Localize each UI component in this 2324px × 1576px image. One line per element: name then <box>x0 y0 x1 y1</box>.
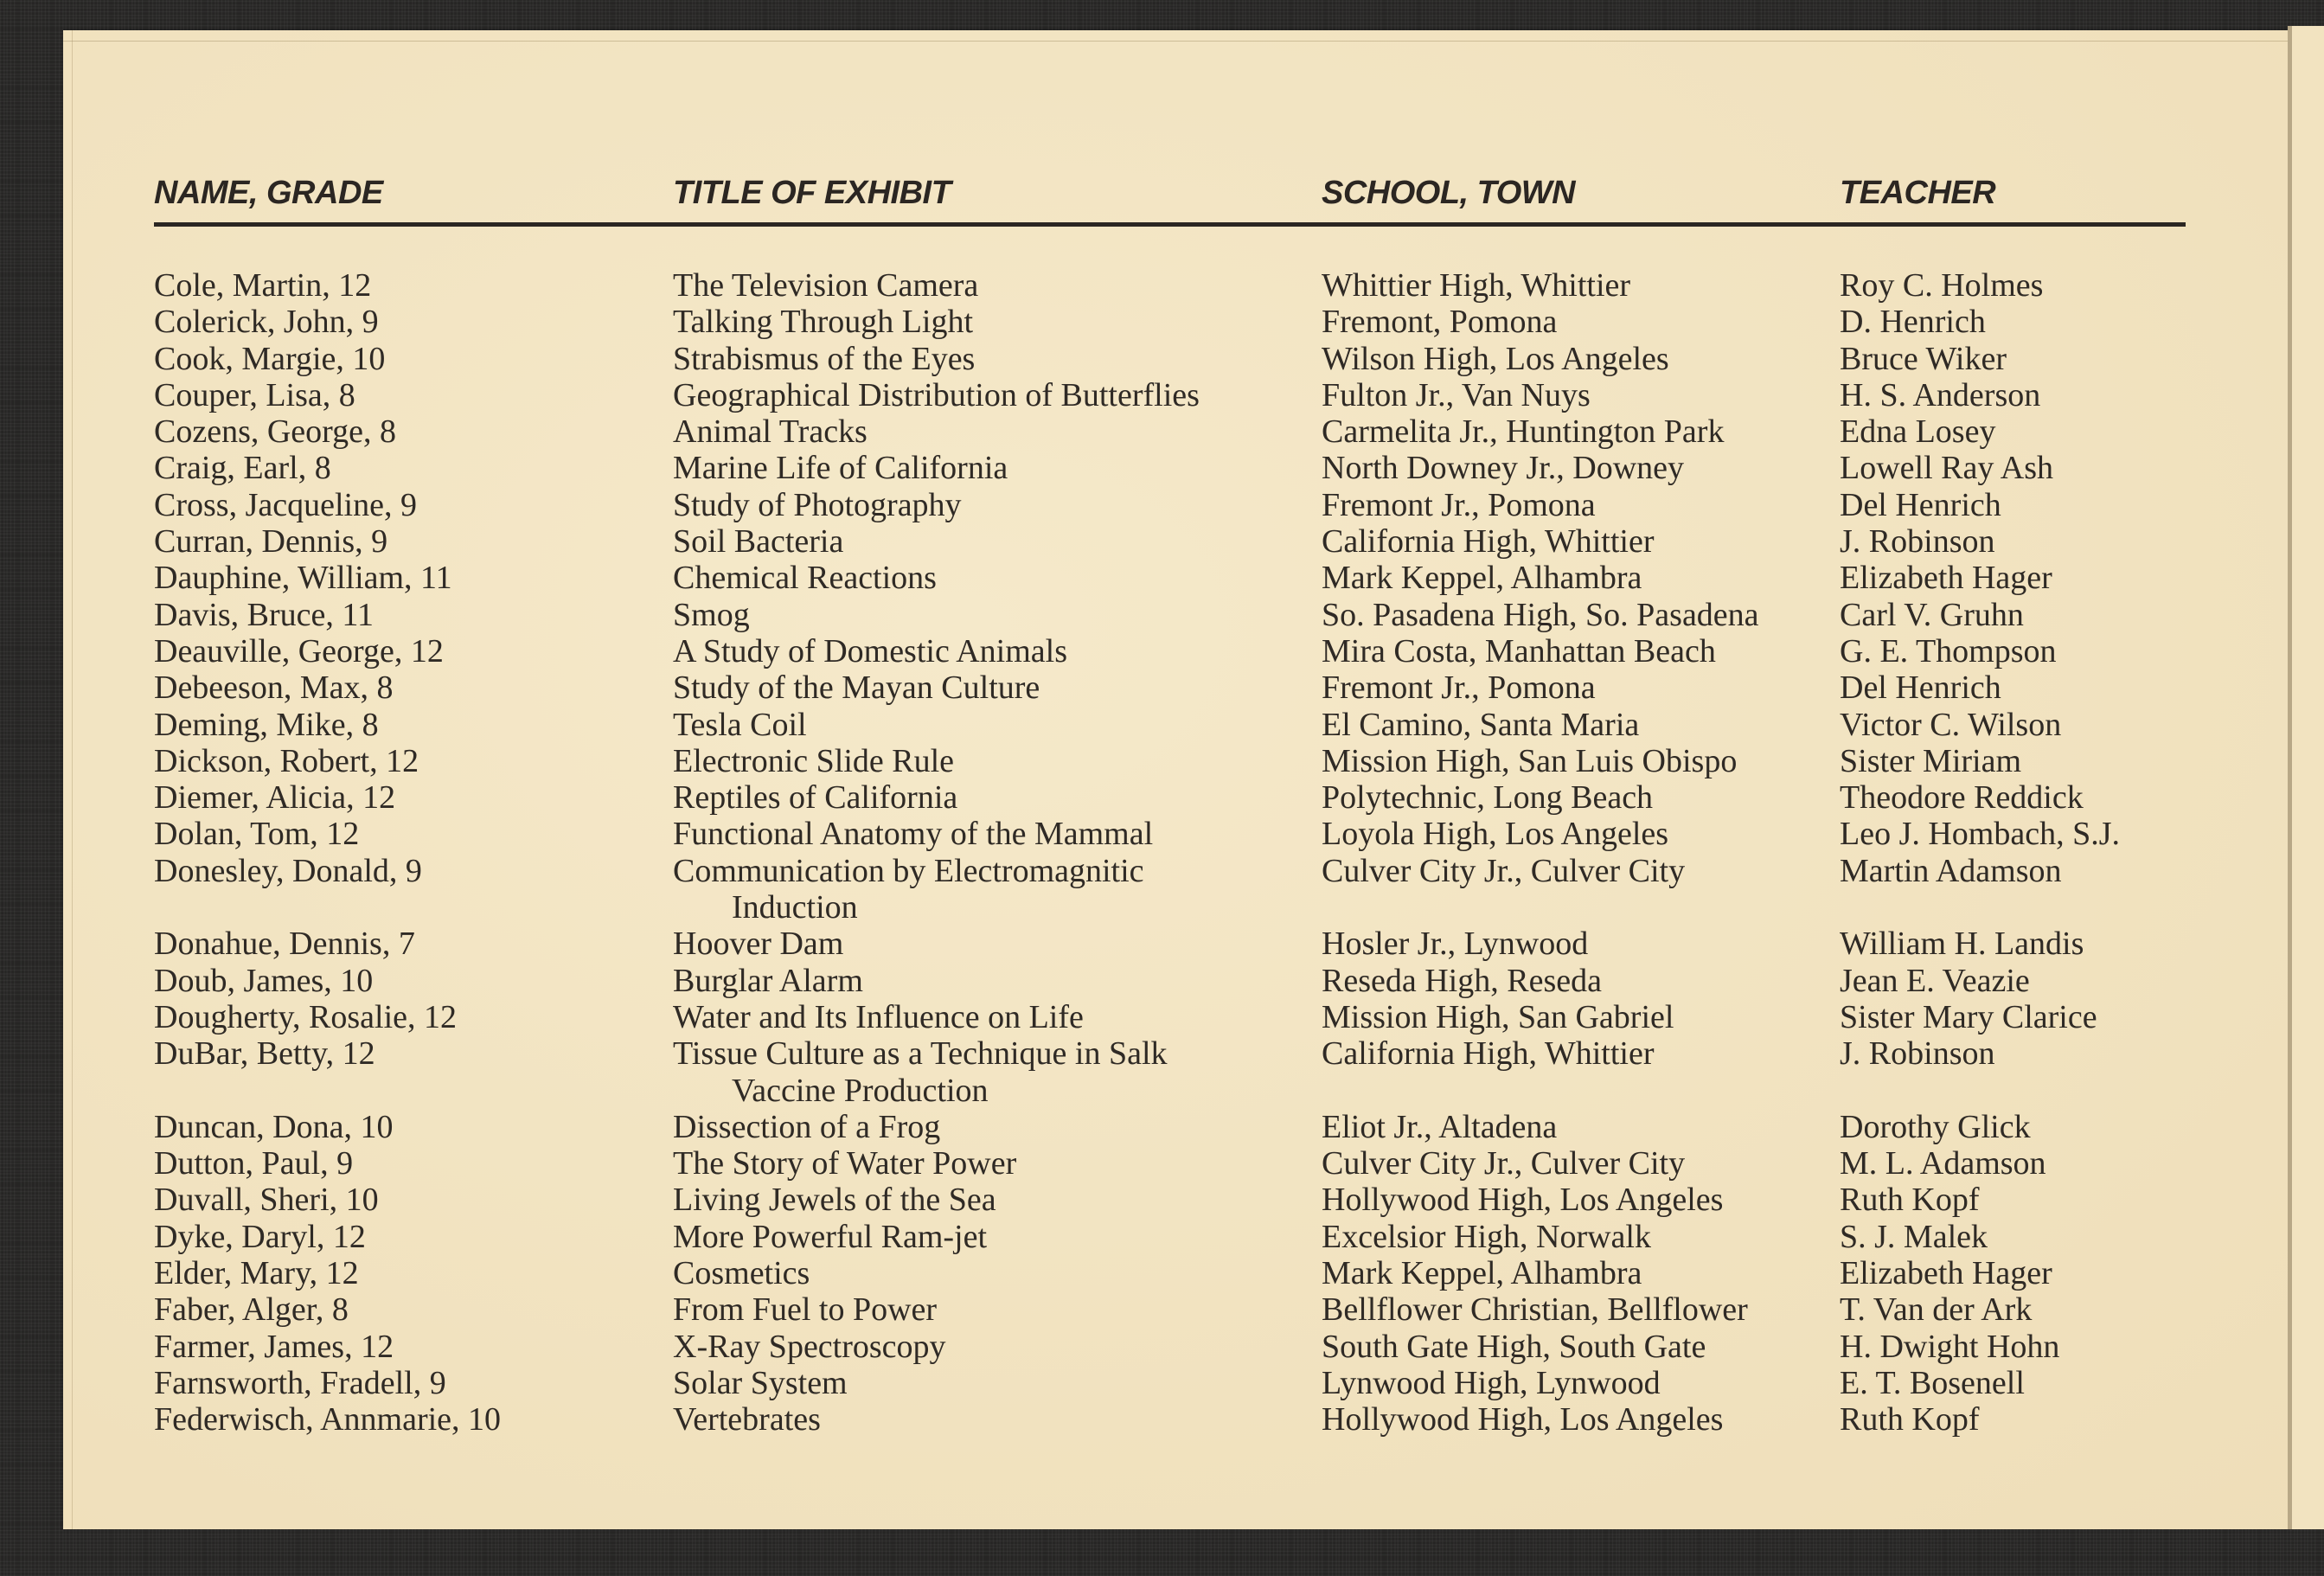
entry-school-town: Fremont, Pomona <box>1322 304 1558 341</box>
entry-exhibit-title: Geographical Distribution of Butterflies <box>673 376 1200 413</box>
entry-teacher: Carl V. Gruhn <box>1840 596 2024 633</box>
entry-name-grade: Diemer, Alicia, 12 <box>154 779 396 817</box>
entry-school-town: California High, Whittier <box>1322 1035 1655 1073</box>
entry-school-town: El Camino, Santa Maria <box>1322 706 1640 743</box>
entry-name-grade: Colerick, John, 9 <box>154 304 379 341</box>
entry-name-grade: Doub, James, 10 <box>154 962 374 999</box>
entry-name-grade: Donesley, Donald, 9 <box>154 852 422 889</box>
entry-exhibit-title: Vertebrates <box>673 1401 821 1438</box>
spacer-line <box>154 889 501 926</box>
entry-exhibit-title: Communication by Electromagnitic <box>673 852 1144 889</box>
entry-teacher: Victor C. Wilson <box>1840 706 2062 743</box>
entry-exhibit-title: Marine Life of California <box>673 450 1008 487</box>
entry-school-town: Carmelita Jr., Huntington Park <box>1322 413 1725 451</box>
entry-teacher: J. Robinson <box>1840 523 1995 561</box>
entry-exhibit-title: From Fuel to Power <box>673 1291 938 1329</box>
entry-exhibit-title: Solar System <box>673 1364 848 1401</box>
entry-teacher: D. Henrich <box>1840 304 1986 341</box>
entry-name-grade: Cole, Martin, 12 <box>154 267 372 304</box>
entry-teacher: M. L. Adamson <box>1840 1145 2046 1182</box>
entry-teacher: Ruth Kopf <box>1840 1182 1980 1219</box>
entry-exhibit-title: Living Jewels of the Sea <box>673 1182 996 1219</box>
entry-school-town: Loyola High, Los Angeles <box>1322 816 1669 853</box>
entry-teacher: J. Robinson <box>1840 1035 1995 1073</box>
header-rule <box>154 222 2186 227</box>
entry-exhibit-title: Study of Photography <box>673 486 962 523</box>
entry-school-town: Eliot Jr., Altadena <box>1322 1108 1558 1145</box>
entry-school-town: Culver City Jr., Culver City <box>1322 852 1686 889</box>
entry-teacher: Martin Adamson <box>1840 852 2062 889</box>
entry-name-grade: Couper, Lisa, 8 <box>154 376 355 413</box>
entry-teacher: Sister Miriam <box>1840 742 2022 779</box>
entry-name-grade: Dickson, Robert, 12 <box>154 742 419 779</box>
entry-school-town: North Downey Jr., Downey <box>1322 450 1685 487</box>
entry-teacher: Bruce Wiker <box>1840 340 2007 377</box>
facing-page-edge <box>2288 26 2324 1529</box>
entry-teacher: Dorothy Glick <box>1840 1108 2031 1145</box>
entry-exhibit-title: Animal Tracks <box>673 413 867 451</box>
entry-school-town: Mission High, San Luis Obispo <box>1322 742 1738 779</box>
header-teacher: TEACHER <box>1840 175 1996 211</box>
spacer-line <box>1322 1073 1759 1109</box>
entry-name-grade: Dauphine, William, 11 <box>154 560 452 597</box>
spacer-line <box>1840 1073 2120 1109</box>
entry-teacher: T. Van der Ark <box>1840 1291 2033 1329</box>
entry-school-town: Excelsior High, Norwalk <box>1322 1218 1651 1255</box>
entry-school-town: Fremont Jr., Pomona <box>1322 486 1596 523</box>
entry-exhibit-title-continued: Induction <box>732 889 858 926</box>
entry-school-town: Wilson High, Los Angeles <box>1322 340 1669 377</box>
entry-school-town: Reseda High, Reseda <box>1322 962 1602 999</box>
entry-school-town: Whittier High, Whittier <box>1322 267 1631 304</box>
entry-teacher: Sister Mary Clarice <box>1840 998 2097 1035</box>
entry-school-town: Fremont Jr., Pomona <box>1322 669 1596 707</box>
entry-name-grade: Dolan, Tom, 12 <box>154 816 360 853</box>
entry-school-town: Hollywood High, Los Angeles <box>1322 1401 1724 1438</box>
entry-teacher: Theodore Reddick <box>1840 779 2084 817</box>
page-stack-edge-top <box>63 30 2288 42</box>
entry-name-grade: DuBar, Betty, 12 <box>154 1035 375 1073</box>
entry-teacher: Del Henrich <box>1840 486 2001 523</box>
entry-exhibit-title: Burglar Alarm <box>673 962 863 999</box>
entry-teacher: Jean E. Veazie <box>1840 962 2030 999</box>
entry-name-grade: Dyke, Daryl, 12 <box>154 1218 366 1255</box>
entry-teacher: Lowell Ray Ash <box>1840 450 2053 487</box>
entry-exhibit-title: Water and Its Influence on Life <box>673 998 1084 1035</box>
entry-teacher: G. E. Thompson <box>1840 632 2057 669</box>
header-name-grade: NAME, GRADE <box>154 175 383 211</box>
spacer-line <box>154 1073 501 1109</box>
entry-name-grade: Deming, Mike, 8 <box>154 706 379 743</box>
entry-exhibit-title: Strabismus of the Eyes <box>673 340 976 377</box>
spacer-line <box>1840 889 2120 926</box>
entry-exhibit-title: X-Ray Spectroscopy <box>673 1328 946 1365</box>
entry-school-town: Fulton Jr., Van Nuys <box>1322 376 1591 413</box>
entry-school-town: Mark Keppel, Alhambra <box>1322 560 1642 597</box>
entry-exhibit-title: Cosmetics <box>673 1255 810 1292</box>
entry-name-grade: Duncan, Dona, 10 <box>154 1108 394 1145</box>
entry-teacher: H. Dwight Hohn <box>1840 1328 2060 1365</box>
entry-teacher: William H. Landis <box>1840 926 2084 963</box>
entry-exhibit-title: Electronic Slide Rule <box>673 742 955 779</box>
entry-name-grade: Elder, Mary, 12 <box>154 1255 359 1292</box>
column-name-grade <box>154 267 501 1438</box>
entry-school-town: Bellflower Christian, Bellflower <box>1322 1291 1748 1329</box>
entry-school-town: Polytechnic, Long Beach <box>1322 779 1654 817</box>
entry-school-town: Hollywood High, Los Angeles <box>1322 1182 1724 1219</box>
column-school-town <box>1322 267 1759 1438</box>
entry-school-town: Culver City Jr., Culver City <box>1322 1145 1686 1182</box>
entry-exhibit-title: Chemical Reactions <box>673 560 937 597</box>
entry-name-grade: Faber, Alger, 8 <box>154 1291 349 1329</box>
entry-name-grade: Federwisch, Annmarie, 10 <box>154 1401 502 1438</box>
column-title-of-exhibit <box>673 267 1200 1438</box>
entry-exhibit-title: Tesla Coil <box>673 706 807 743</box>
entry-exhibit-title: Smog <box>673 596 750 633</box>
entry-exhibit-title: Study of the Mayan Culture <box>673 669 1040 707</box>
entry-teacher: Edna Losey <box>1840 413 1996 451</box>
entry-teacher: Elizabeth Hager <box>1840 1255 2052 1292</box>
entry-name-grade: Dougherty, Rosalie, 12 <box>154 998 458 1035</box>
entry-school-town: California High, Whittier <box>1322 523 1655 561</box>
entry-school-town: So. Pasadena High, So. Pasadena <box>1322 596 1759 633</box>
entry-exhibit-title: A Study of Domestic Animals <box>673 632 1067 669</box>
entry-school-town: Mission High, San Gabriel <box>1322 998 1674 1035</box>
entry-name-grade: Cross, Jacqueline, 9 <box>154 486 417 523</box>
header-school-town: SCHOOL, TOWN <box>1322 175 1576 211</box>
header-title-of-exhibit: TITLE OF EXHIBIT <box>673 175 951 211</box>
entry-exhibit-title-continued: Vaccine Production <box>732 1072 989 1109</box>
entry-exhibit-title: More Powerful Ram-jet <box>673 1218 988 1255</box>
entry-exhibit-title: Functional Anatomy of the Mammal <box>673 816 1154 853</box>
entry-exhibit-title: Dissection of a Frog <box>673 1108 941 1145</box>
entry-name-grade: Curran, Dennis, 9 <box>154 523 388 561</box>
entry-exhibit-title: The Television Camera <box>673 267 979 304</box>
entry-teacher: E. T. Bosenell <box>1840 1364 2025 1401</box>
entry-exhibit-title: Soil Bacteria <box>673 523 844 561</box>
entry-name-grade: Debeeson, Max, 8 <box>154 669 394 707</box>
page-stack-edge-left <box>63 30 73 1529</box>
entry-exhibit-title: Talking Through Light <box>673 304 974 341</box>
entry-name-grade: Duvall, Sheri, 10 <box>154 1182 379 1219</box>
entry-name-grade: Donahue, Dennis, 7 <box>154 926 415 963</box>
entry-name-grade: Cook, Margie, 10 <box>154 340 386 377</box>
spacer-line <box>1322 889 1759 926</box>
entry-name-grade: Davis, Bruce, 11 <box>154 596 374 633</box>
entry-school-town: Hosler Jr., Lynwood <box>1322 926 1589 963</box>
entry-name-grade: Dutton, Paul, 9 <box>154 1145 354 1182</box>
entry-school-town: Lynwood High, Lynwood <box>1322 1364 1661 1401</box>
entry-school-town: Mark Keppel, Alhambra <box>1322 1255 1642 1292</box>
entry-name-grade: Cozens, George, 8 <box>154 413 397 451</box>
entry-exhibit-title: The Story of Water Power <box>673 1145 1017 1182</box>
entry-exhibit-title: Hoover Dam <box>673 926 844 963</box>
entry-name-grade: Deauville, George, 12 <box>154 632 444 669</box>
entry-teacher: Leo J. Hombach, S.J. <box>1840 816 2121 853</box>
entry-teacher: Elizabeth Hager <box>1840 560 2052 597</box>
entry-teacher: Ruth Kopf <box>1840 1401 1980 1438</box>
entry-teacher: Del Henrich <box>1840 669 2001 707</box>
entry-teacher: H. S. Anderson <box>1840 376 2041 413</box>
entry-name-grade: Farmer, James, 12 <box>154 1328 394 1365</box>
entry-teacher: S. J. Malek <box>1840 1218 1988 1255</box>
entry-name-grade: Craig, Earl, 8 <box>154 450 331 487</box>
column-teacher <box>1840 267 2120 1438</box>
entry-exhibit-title: Tissue Culture as a Technique in Salk <box>673 1035 1168 1073</box>
entry-exhibit-title: Reptiles of California <box>673 779 958 817</box>
entry-school-town: Mira Costa, Manhattan Beach <box>1322 632 1716 669</box>
entry-name-grade: Farnsworth, Fradell, 9 <box>154 1364 446 1401</box>
entry-school-town: South Gate High, South Gate <box>1322 1328 1706 1365</box>
entry-teacher: Roy C. Holmes <box>1840 267 2044 304</box>
